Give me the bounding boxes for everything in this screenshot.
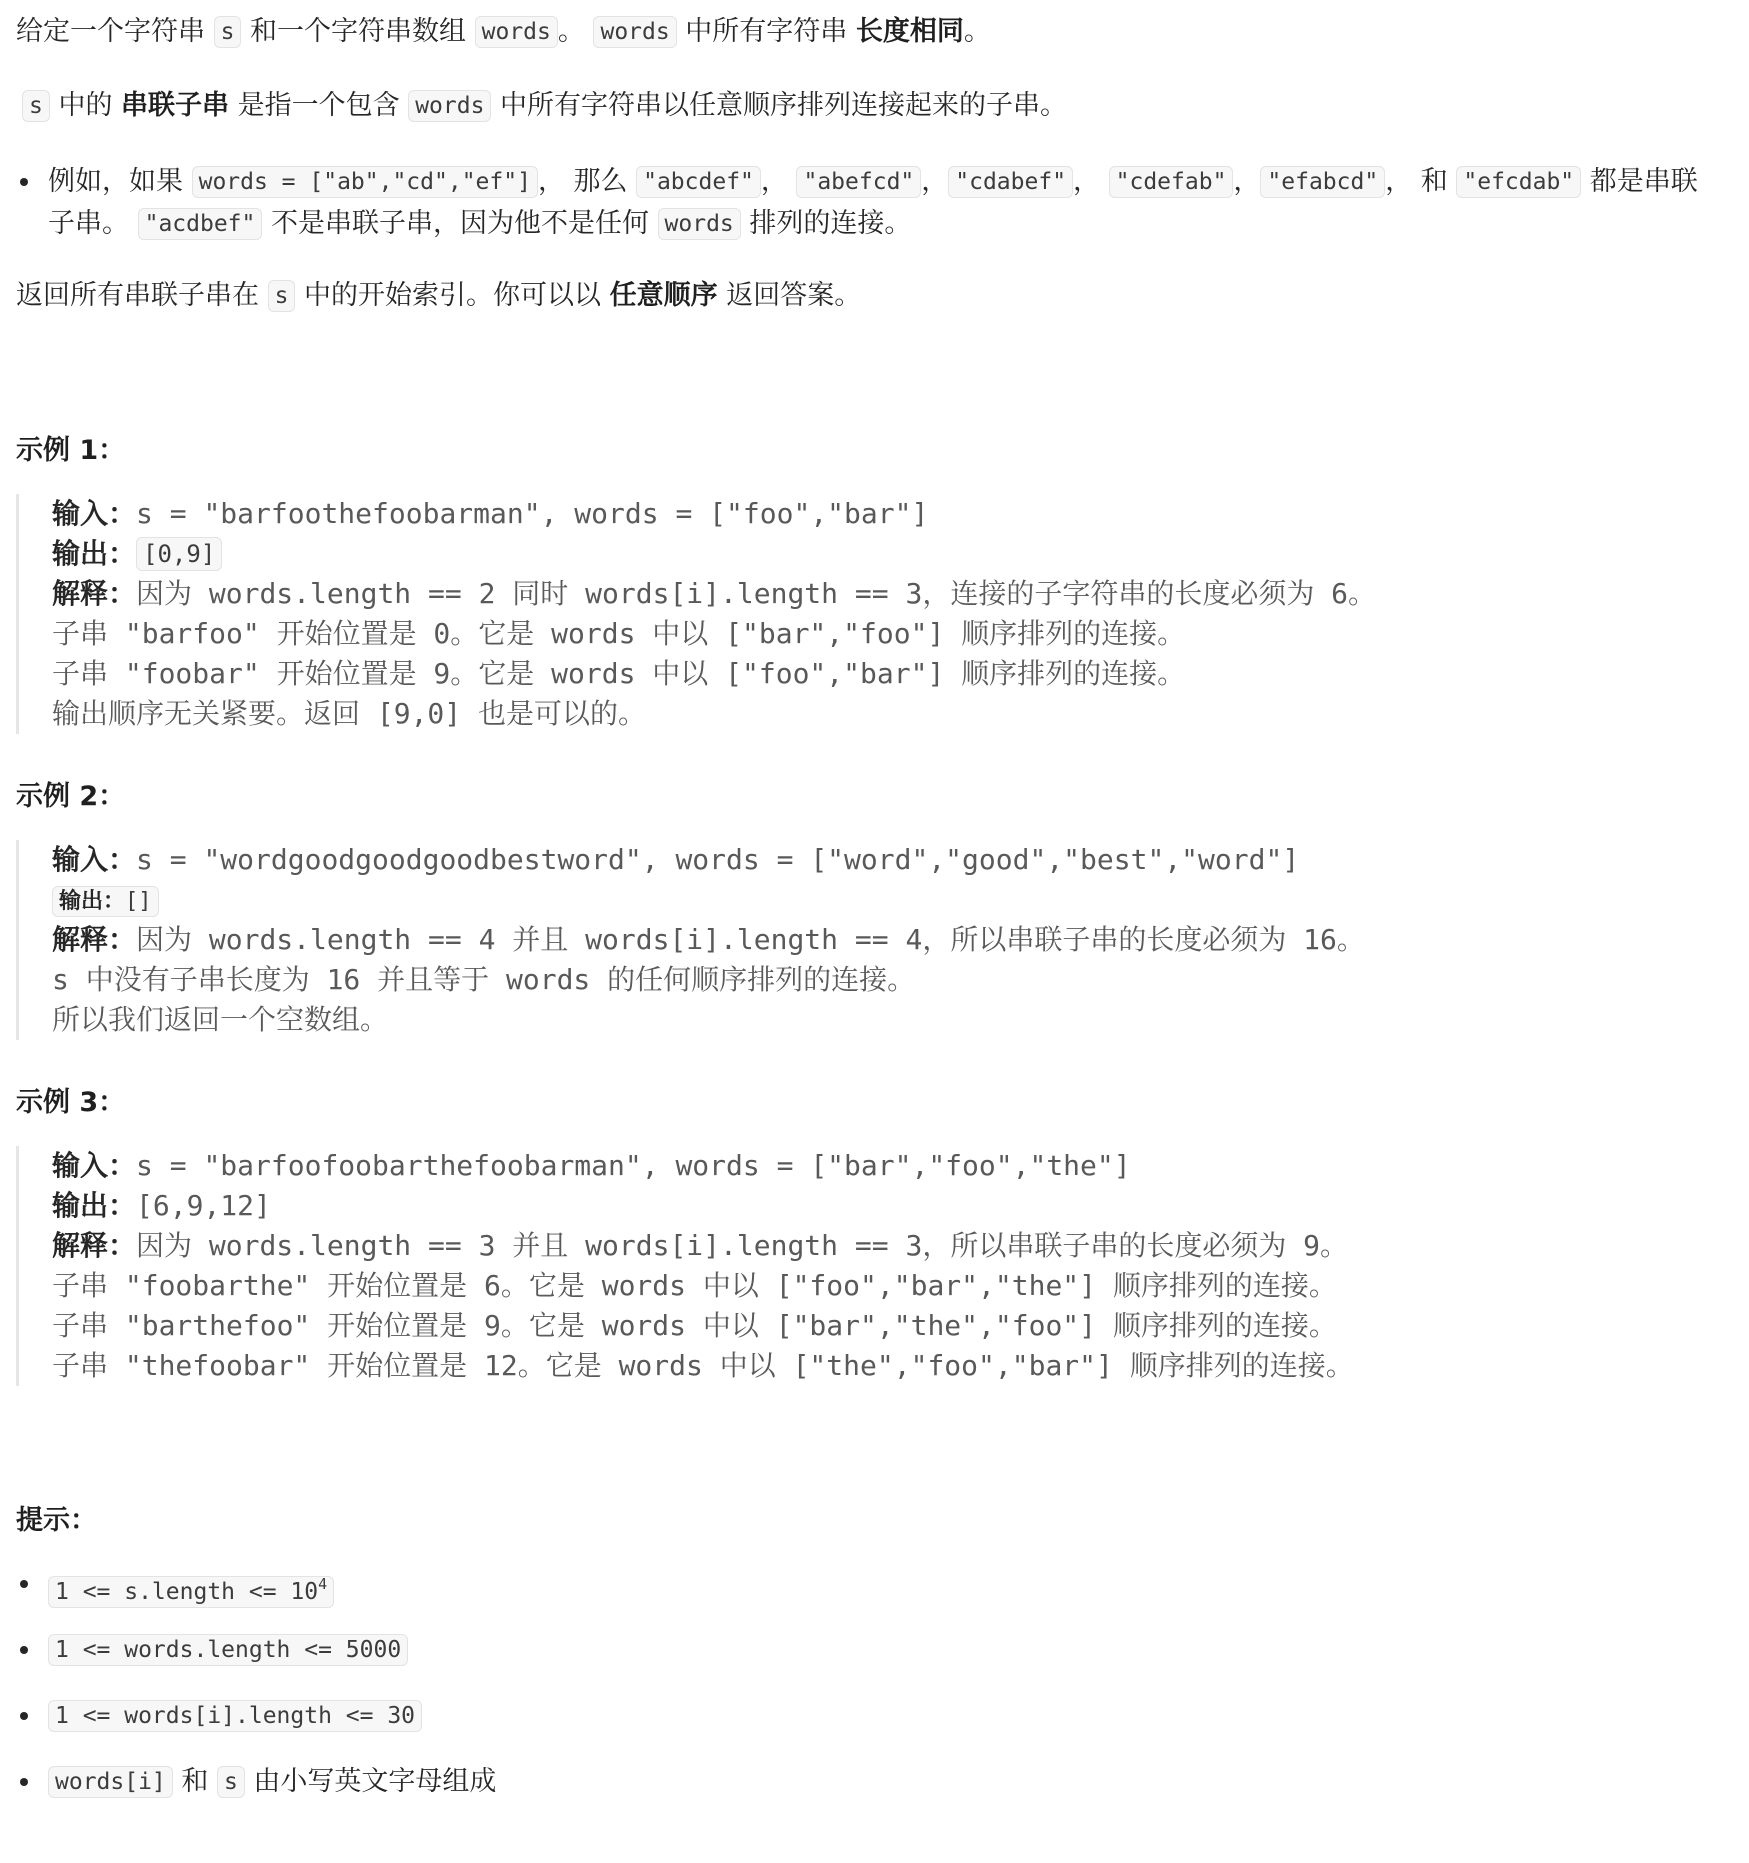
text: 和一个字符串数组 <box>241 16 475 47</box>
bold-text: 串联子串 <box>121 90 230 121</box>
example-3-input <box>52 1146 1716 1186</box>
inline-code: "cdefab" <box>1109 166 1234 198</box>
output-label: 输出： <box>59 889 126 914</box>
inline-code: "efabcd" <box>1260 166 1385 198</box>
explain-line: 因为 words.length == 4 并且 words[i].length == 4，所以串联子串的长度必须为 16。 <box>136 923 1365 956</box>
text: ， <box>760 166 797 197</box>
inline-code: s <box>22 90 50 122</box>
example-3-block <box>16 1146 1716 1386</box>
explain-line: 子串 "foobarthe" 开始位置是 6。它是 words 中以 ["foo","bar","the"] 顺序排列的连接。 <box>52 1269 1337 1302</box>
text: 。 <box>557 16 594 47</box>
explain-label: 解释： <box>52 577 137 610</box>
example-3-title: 示例 3： <box>16 1087 126 1118</box>
explain-label: 解释： <box>52 1229 137 1262</box>
bullet-dot <box>20 1646 28 1654</box>
inline-code: words = ["ab","cd","ef"] <box>192 166 538 198</box>
inline-code: words[i] <box>48 1766 173 1798</box>
text: 给定一个字符串 <box>16 16 214 47</box>
text: 由小写英文字母组成 <box>244 1766 497 1797</box>
example-2-explain <box>52 920 1716 960</box>
input-label: 输入： <box>52 843 137 876</box>
hint-item-3 <box>48 1696 422 1736</box>
example-3-output <box>52 1186 1716 1226</box>
hints-title: 提示： <box>16 1505 97 1536</box>
example-1-title: 示例 1： <box>16 435 126 466</box>
inline-code: "abcdef" <box>636 166 761 198</box>
inline-code: words <box>475 16 558 48</box>
input-label: 输入： <box>52 497 137 530</box>
example-bullet-line-2 <box>48 204 911 244</box>
inline-code: words <box>408 90 491 122</box>
explain-line: s 中没有子串长度为 16 并且等于 words 的任何顺序排列的连接。 <box>52 963 916 996</box>
input-label: 输入： <box>52 1149 137 1182</box>
output-value: [] <box>125 889 152 914</box>
output-value: [0,9] <box>136 537 222 571</box>
explain-label: 解释： <box>52 923 137 956</box>
example-2-output <box>52 880 1716 920</box>
inline-code: s <box>217 1766 245 1798</box>
bullet-dot <box>20 1580 28 1588</box>
explain-line: 子串 "barfoo" 开始位置是 0。它是 words 中以 ["bar","foo"] 顺序排列的连接。 <box>52 617 1186 650</box>
text: 不是串联子串，因为他不是任何 <box>262 208 658 239</box>
inline-code: words <box>593 16 676 48</box>
bold-text: 任意顺序 <box>609 280 718 311</box>
explain-line: 子串 "thefoobar" 开始位置是 12。它是 words 中以 ["the","foo","bar"] 顺序排列的连接。 <box>52 1349 1354 1382</box>
text: 中的开始索引。你可以以 <box>295 280 610 311</box>
text: 。 <box>963 16 991 47</box>
text: ， 那么 <box>537 166 637 197</box>
example-2-input <box>52 840 1716 880</box>
explain-line: 所以我们返回一个空数组。 <box>52 1003 389 1036</box>
text: 中所有字符串以任意顺序排列连接起来的子串。 <box>491 90 1068 121</box>
inline-code: "cdabef" <box>948 166 1073 198</box>
hint-item-4 <box>48 1762 496 1802</box>
text: 排列的连接。 <box>740 208 912 239</box>
text: 例如，如果 <box>48 166 192 197</box>
example-2-title: 示例 2： <box>16 781 126 812</box>
example-3-explain <box>52 1226 1716 1266</box>
inline-code: 1 <= words.length <= 5000 <box>48 1634 408 1666</box>
example-bullet-line-1 <box>48 162 1698 202</box>
example-1-output <box>52 534 1716 574</box>
bold-text: 长度相同 <box>855 16 964 47</box>
input-value: s = "barfoofoobarthefoobarman", words = ["bar","foo","the"] <box>136 1149 1131 1182</box>
text: 中所有字符串 <box>676 16 856 47</box>
text: ， <box>921 166 949 197</box>
intro-paragraph-1 <box>16 12 991 52</box>
text: 中的 <box>49 90 122 121</box>
explain-line: 输出顺序无关紧要。返回 [9,0] 也是可以的。 <box>52 697 647 730</box>
hint-item-2 <box>48 1630 408 1670</box>
example-1-explain <box>52 574 1716 614</box>
inline-code: "abefcd" <box>796 166 921 198</box>
output-label: 输出： <box>52 537 137 570</box>
inline-code: "efcdab" <box>1456 166 1581 198</box>
output-value: [6,9,12] <box>136 1189 271 1222</box>
inline-code: 1 <= words[i].length <= 30 <box>48 1700 422 1732</box>
example-1-input <box>52 494 1716 534</box>
bullet-dot <box>20 1778 28 1786</box>
hint-text: 1 <= s.length <= 10 <box>55 1579 319 1605</box>
text: 和 <box>172 1766 217 1797</box>
example-2-block <box>16 840 1716 1040</box>
hint-item-1 <box>48 1564 334 1612</box>
text: 返回答案。 <box>717 280 862 311</box>
explain-line: 因为 words.length == 3 并且 words[i].length == 3，所以串联子串的长度必须为 9。 <box>136 1229 1349 1262</box>
inline-code: "acdbef" <box>138 208 263 240</box>
text: 都是串联 <box>1581 166 1698 197</box>
text: 返回所有串联子串在 <box>16 280 268 311</box>
explain-line: 因为 words.length == 2 同时 words[i].length == 3，连接的子字符串的长度必须为 6。 <box>136 577 1377 610</box>
text: ， <box>1233 166 1261 197</box>
bullet-dot <box>20 1712 28 1720</box>
inline-code: words <box>658 208 741 240</box>
text: ， 和 <box>1385 166 1457 197</box>
output-label: 输出： <box>52 1189 137 1222</box>
text: 是指一个包含 <box>229 90 409 121</box>
input-value: s = "wordgoodgoodgoodbestword", words = ["word","good","best","word"] <box>136 843 1300 876</box>
inline-code: s <box>268 280 296 312</box>
text: 子串。 <box>48 208 138 239</box>
input-value: s = "barfoothefoobarman", words = ["foo","bar"] <box>136 497 929 530</box>
intro-paragraph-3 <box>16 276 861 316</box>
explain-line: 子串 "barthefoo" 开始位置是 9。它是 words 中以 ["bar","the","foo"] 顺序排列的连接。 <box>52 1309 1337 1342</box>
inline-code <box>48 1576 334 1608</box>
text: ， <box>1073 166 1109 197</box>
inline-code: s <box>214 16 242 48</box>
superscript: 4 <box>318 1575 328 1593</box>
example-1-block <box>16 494 1716 734</box>
bullet-dot <box>20 178 28 186</box>
intro-paragraph-2 <box>22 86 1067 126</box>
explain-line: 子串 "foobar" 开始位置是 9。它是 words 中以 ["foo","bar"] 顺序排列的连接。 <box>52 657 1186 690</box>
